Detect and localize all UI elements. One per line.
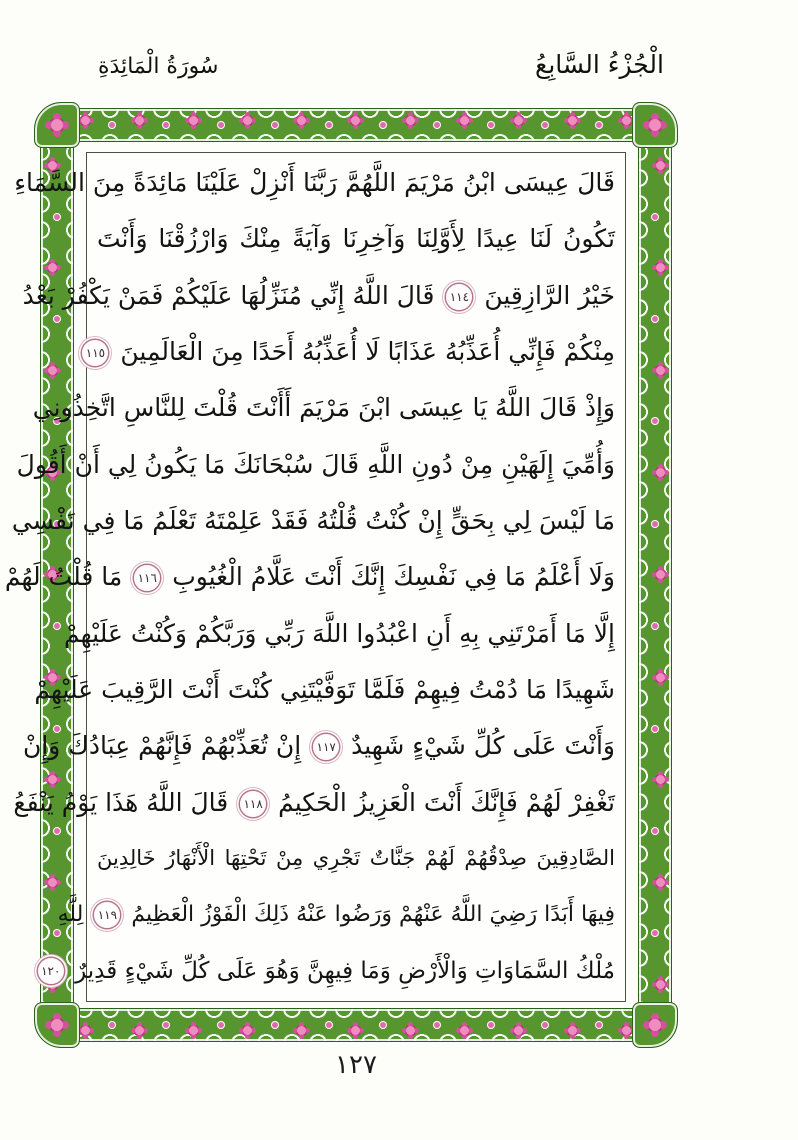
flower-icon bbox=[656, 775, 665, 784]
quran-line bbox=[64, 606, 615, 661]
bud-icon bbox=[272, 122, 278, 128]
quran-line bbox=[34, 662, 615, 717]
corner-ornament-bottom-right bbox=[632, 1002, 678, 1048]
corner-flower-icon bbox=[649, 1019, 661, 1031]
quran-text-area bbox=[4, 155, 615, 999]
quran-line bbox=[97, 831, 615, 886]
quran-line bbox=[22, 718, 615, 773]
bud-icon bbox=[54, 623, 60, 629]
verse-text: تَغْفِرْ لَهُمْ فَإِنَّكَ أَنْتَ الْعَزِيزُ الْحَكِيمُ bbox=[278, 787, 615, 817]
verse-text: مَا لَيْسَ لِي بِحَقٍّ إِنْ كُنْتُ قُلْتُهُ فَقَدْ عَلِمْتَهُ تَعْلَمُ مَا فِي نَفْسِي bbox=[11, 506, 615, 536]
flower-icon bbox=[656, 366, 665, 375]
quran-line bbox=[32, 380, 615, 435]
quran-line bbox=[16, 437, 615, 492]
ayah-number-marker: ١١٦ bbox=[134, 565, 160, 591]
flower-icon bbox=[656, 980, 665, 989]
flower-icon bbox=[189, 1026, 198, 1035]
flower-icon bbox=[568, 116, 577, 125]
flower-icon bbox=[48, 366, 57, 375]
corner-ornament-top-right bbox=[632, 102, 678, 148]
verse-text: قَالَ اللَّهُ إِنِّي مُنَزِّلُهَا عَلَيْكُمْ فَمَنْ يَكْفُرْ بَعْدُ bbox=[22, 280, 435, 310]
bud-icon bbox=[652, 828, 658, 834]
quran-line bbox=[85, 324, 615, 379]
bud-icon bbox=[596, 122, 602, 128]
bud-icon bbox=[652, 214, 658, 220]
bud-icon bbox=[218, 1022, 224, 1028]
flower-icon bbox=[243, 116, 252, 125]
quran-line bbox=[4, 549, 615, 604]
verse-text: وَأَنْتَ عَلَى كُلِّ شَيْءٍ شَهِيدٌ bbox=[351, 731, 615, 761]
ayah-number-marker: ١١٥ bbox=[82, 340, 108, 366]
ayah-number-marker: ١١٨ bbox=[240, 791, 266, 817]
quran-line bbox=[14, 155, 615, 210]
border-band-right bbox=[638, 138, 672, 1012]
corner-ornament-top-left bbox=[34, 102, 80, 148]
bud-icon bbox=[326, 122, 332, 128]
flower-icon bbox=[351, 116, 360, 125]
bud-icon bbox=[54, 214, 60, 220]
quran-line bbox=[57, 887, 615, 942]
border-band-top bbox=[70, 108, 642, 142]
flower-icon bbox=[514, 116, 523, 125]
verse-text: وَلَا أَعْلَمُ مَا فِي نَفْسِكَ إِنَّكَ أَنْتَ عَلَّامُ الْغُيُوبِ bbox=[172, 562, 615, 592]
bud-icon bbox=[652, 316, 658, 322]
verse-text: وَإِذْ قَالَ اللَّهُ يَا عِيسَى ابْنَ مَرْيَمَ أَأَنْتَ قُلْتَ لِلنَّاسِ اتَّخِذُونِي bbox=[32, 393, 615, 423]
verse-text: قَالَ اللَّهُ هَذَا يَوْمُ يَنْفَعُ bbox=[13, 787, 229, 817]
flower-icon bbox=[656, 263, 665, 272]
flower-icon bbox=[460, 1026, 469, 1035]
flower-icon bbox=[135, 116, 144, 125]
corner-flower-icon bbox=[51, 1019, 63, 1031]
verse-text: خَيْرُ الرَّازِقِينَ bbox=[484, 280, 615, 310]
border-band-bottom bbox=[70, 1008, 642, 1042]
flower-icon bbox=[656, 673, 665, 682]
inner-frame bbox=[4, 152, 626, 1002]
bud-icon bbox=[218, 122, 224, 128]
verse-text: إِنْ تُعَذِّبْهُمْ فَإِنَّهُمْ عِبَادُكَ وَإِنْ bbox=[22, 731, 302, 761]
flower-icon bbox=[406, 116, 415, 125]
flower-icon bbox=[351, 1026, 360, 1035]
verse-text: لِلَّهِ bbox=[57, 902, 84, 928]
flower-icon bbox=[656, 468, 665, 477]
verse-text: فِيهَا أَبَدًا رَضِيَ اللَّهُ عَنْهُمْ وَرَضُوا عَنْهُ ذَلِكَ الْفَوْزُ الْعَظِيمُ bbox=[131, 902, 615, 928]
surah-title: سُورَةُ الْمَائِدَةِ bbox=[98, 54, 219, 79]
verse-text: وَأُمِّيَ إِلَهَيْنِ مِنْ دُونِ اللَّهِ قَالَ سُبْحَانَكَ مَا يَكُونُ لِي أَنْ أَقُولَ bbox=[16, 449, 615, 479]
flower-icon bbox=[656, 161, 665, 170]
verse-text: تَكُونُ لَنَا عِيدًا لِأَوَّلِنَا وَآخِرِنَا وَآيَةً مِنْكَ وَارْزُقْنَا وَأَنْتَ bbox=[97, 224, 615, 254]
corner-flower-icon bbox=[649, 119, 661, 131]
flower-icon bbox=[568, 1026, 577, 1035]
verse-text: قَالَ عِيسَى ابْنُ مَرْيَمَ اللَّهُمَّ رَبَّنَا أَنْزِلْ عَلَيْنَا مَائِدَةً مِنَ السَّمَاءِ bbox=[14, 168, 615, 197]
bud-icon bbox=[488, 122, 494, 128]
flower-icon bbox=[297, 116, 306, 125]
bud-icon bbox=[596, 1022, 602, 1028]
juz-title: الْجُزْءُ السَّابِعُ bbox=[535, 50, 664, 79]
bud-icon bbox=[434, 1022, 440, 1028]
corner-flower-icon bbox=[51, 119, 63, 131]
flower-icon bbox=[406, 1026, 415, 1035]
flower-icon bbox=[656, 878, 665, 887]
bud-icon bbox=[163, 1022, 169, 1028]
verse-text: إِلَّا مَا أَمَرْتَنِي بِهِ أَنِ اعْبُدُوا اللَّهَ رَبِّي وَرَبَّكُمْ وَكُنْتُ عَلَيْهِمْ bbox=[64, 618, 615, 648]
corner-ornament-bottom-left bbox=[34, 1002, 80, 1048]
quran-line bbox=[41, 944, 615, 999]
verse-text: شَهِيدًا مَا دُمْتُ فِيهِمْ فَلَمَّا تَوَفَّيْتَنِي كُنْتَ أَنْتَ الرَّقِيبَ عَلَيْهِمْ bbox=[34, 675, 615, 705]
quran-line bbox=[22, 268, 615, 323]
bud-icon bbox=[163, 122, 169, 128]
flower-icon bbox=[656, 570, 665, 579]
ornamental-frame bbox=[4, 108, 672, 1042]
quran-line bbox=[13, 775, 615, 830]
page-number: ١٢٧ bbox=[335, 1050, 377, 1080]
verse-text: مُلْكُ السَّمَاوَاتِ وَالْأَرْضِ وَمَا فِيهِنَّ وَهُوَ عَلَى كُلِّ شَيْءٍ قَدِيرٌ bbox=[75, 957, 615, 984]
ayah-number-marker: ١١٩ bbox=[94, 902, 120, 928]
ayah-number-marker: ١٢٠ bbox=[38, 958, 64, 984]
flower-icon bbox=[460, 116, 469, 125]
bud-icon bbox=[109, 1022, 115, 1028]
bud-icon bbox=[652, 726, 658, 732]
flower-icon bbox=[297, 1026, 306, 1035]
bud-icon bbox=[272, 1022, 278, 1028]
quran-line bbox=[97, 211, 615, 266]
bud-icon bbox=[488, 1022, 494, 1028]
flower-icon bbox=[189, 116, 198, 125]
flower-icon bbox=[135, 1026, 144, 1035]
bud-icon bbox=[542, 1022, 548, 1028]
ayah-number-marker: ١١٧ bbox=[313, 734, 339, 760]
ayah-number-marker: ١١٤ bbox=[446, 284, 472, 310]
bud-icon bbox=[652, 521, 658, 527]
quran-line bbox=[11, 493, 615, 548]
bud-icon bbox=[109, 122, 115, 128]
bud-icon bbox=[380, 122, 386, 128]
verse-text: الصَّادِقِينَ صِدْقُهُمْ لَهُمْ جَنَّاتٌ تَجْرِي مِنْ تَحْتِهَا الْأَنْهَارُ خَالِدِينَ bbox=[97, 846, 615, 871]
flower-icon bbox=[514, 1026, 523, 1035]
flower-icon bbox=[81, 1026, 90, 1035]
bud-icon bbox=[542, 122, 548, 128]
bud-icon bbox=[652, 418, 658, 424]
verse-text: مَا قُلْتُ لَهُمْ bbox=[4, 562, 123, 592]
flower-icon bbox=[243, 1026, 252, 1035]
bud-icon bbox=[434, 122, 440, 128]
flower-icon bbox=[622, 1026, 631, 1035]
bud-icon bbox=[380, 1022, 386, 1028]
bud-icon bbox=[652, 930, 658, 936]
bud-icon bbox=[326, 1022, 332, 1028]
flower-icon bbox=[622, 116, 631, 125]
verse-text: مِنْكُمْ فَإِنِّي أُعَذِّبُهُ عَذَابًا لَا أُعَذِّبُهُ أَحَدًا مِنَ الْعَالَمِينَ bbox=[120, 337, 615, 367]
flower-icon bbox=[81, 116, 90, 125]
bud-icon bbox=[652, 623, 658, 629]
flower-icon bbox=[48, 878, 57, 887]
